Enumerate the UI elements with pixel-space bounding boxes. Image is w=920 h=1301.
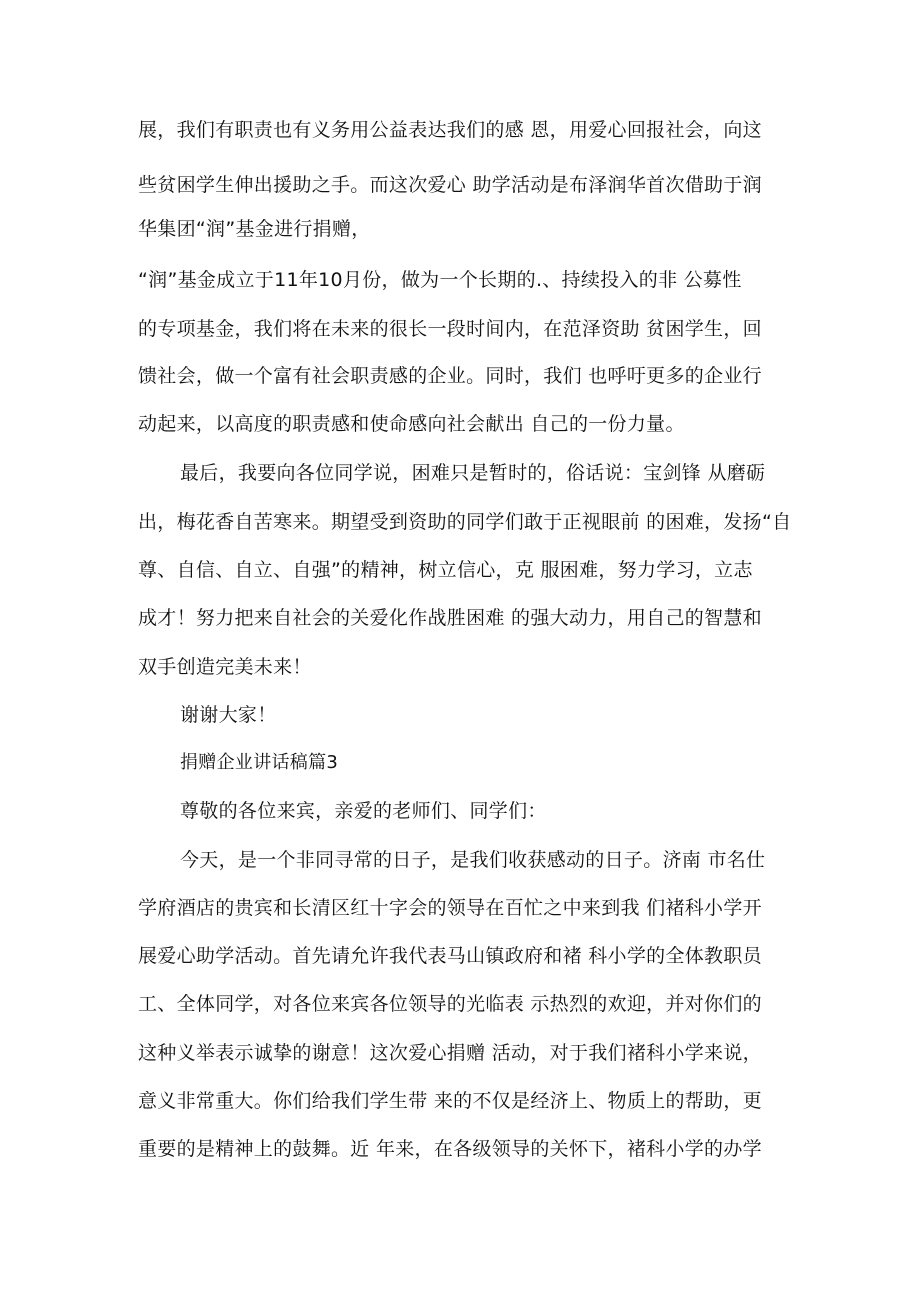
text-line: 展，我们有职责也有义务用公益表达我们的感 恩，用爱心回报社会，向这	[138, 119, 762, 141]
text-line: 双手创造完美未来！	[138, 656, 312, 678]
text-line: 展爱心助学活动。首先请允许我代表马山镇政府和褚 科小学的全体教职员	[138, 945, 762, 967]
text-line: 最后，我要向各位同学说，困难只是暂时的，俗话说：宝剑锋 从磨砺	[180, 462, 766, 484]
text-line: “润”基金成立于11年10月份，做为一个长期的.、持续投入的非 公募性	[138, 269, 742, 291]
text-line: 尊、自信、自立、自强”的精神，树立信心，克 服困难，努力学习，立志	[138, 559, 753, 581]
text-line: 些贫困学生伸出援助之手。而这次爱心 助学活动是布泽润华首次借助于润	[138, 174, 762, 196]
text-line: 的专项基金，我们将在未来的很长一段时间内，在范泽资助 贫困学生，回	[138, 318, 762, 340]
text-line: 谢谢大家！	[180, 704, 277, 726]
text-line: 重要的是精神上的鼓舞。近 年来，在各级领导的关怀下，褚科小学的办学	[138, 1138, 762, 1160]
section-heading: 捐赠企业讲话稿篇3	[180, 752, 339, 773]
text-line: 意义非常重大。你们给我们学生带 来的不仅是经济上、物质上的帮助，更	[138, 1090, 762, 1112]
text-line: 工、全体同学，对各位来宾各位领导的光临表 示热烈的欢迎，并对你们的	[138, 993, 762, 1015]
text-line: 学府酒店的贵宾和长清区红十字会的领导在百忙之中来到我 们褚科小学开	[138, 897, 762, 919]
text-line: 华集团“润”基金进行捐赠，	[138, 218, 371, 240]
text-line: 动起来，以高度的职责感和使命感向社会献出 自己的一份力量。	[138, 413, 685, 435]
text-line: 今天，是一个非同寻常的日子，是我们收获感动的日子。济南 市名仕	[180, 849, 766, 871]
text-line: 出，梅花香自苦寒来。期望受到资助的同学们敢于正视眼前 的困难，发扬“自	[138, 511, 792, 533]
text-line: 这种义举表示诚挚的谢意！这次爱心捐赠 活动，对于我们褚科小学来说，	[138, 1042, 762, 1064]
salutation: 尊敬的各位来宾，亲爱的老师们、同学们：	[180, 800, 547, 822]
text-line: 成才！努力把来自社会的关爱化作战胜困难 的强大动力，用自己的智慧和	[138, 607, 762, 629]
text-line: 馈社会，做一个富有社会职责感的企业。同时，我们 也呼吁更多的企业行	[138, 365, 762, 387]
